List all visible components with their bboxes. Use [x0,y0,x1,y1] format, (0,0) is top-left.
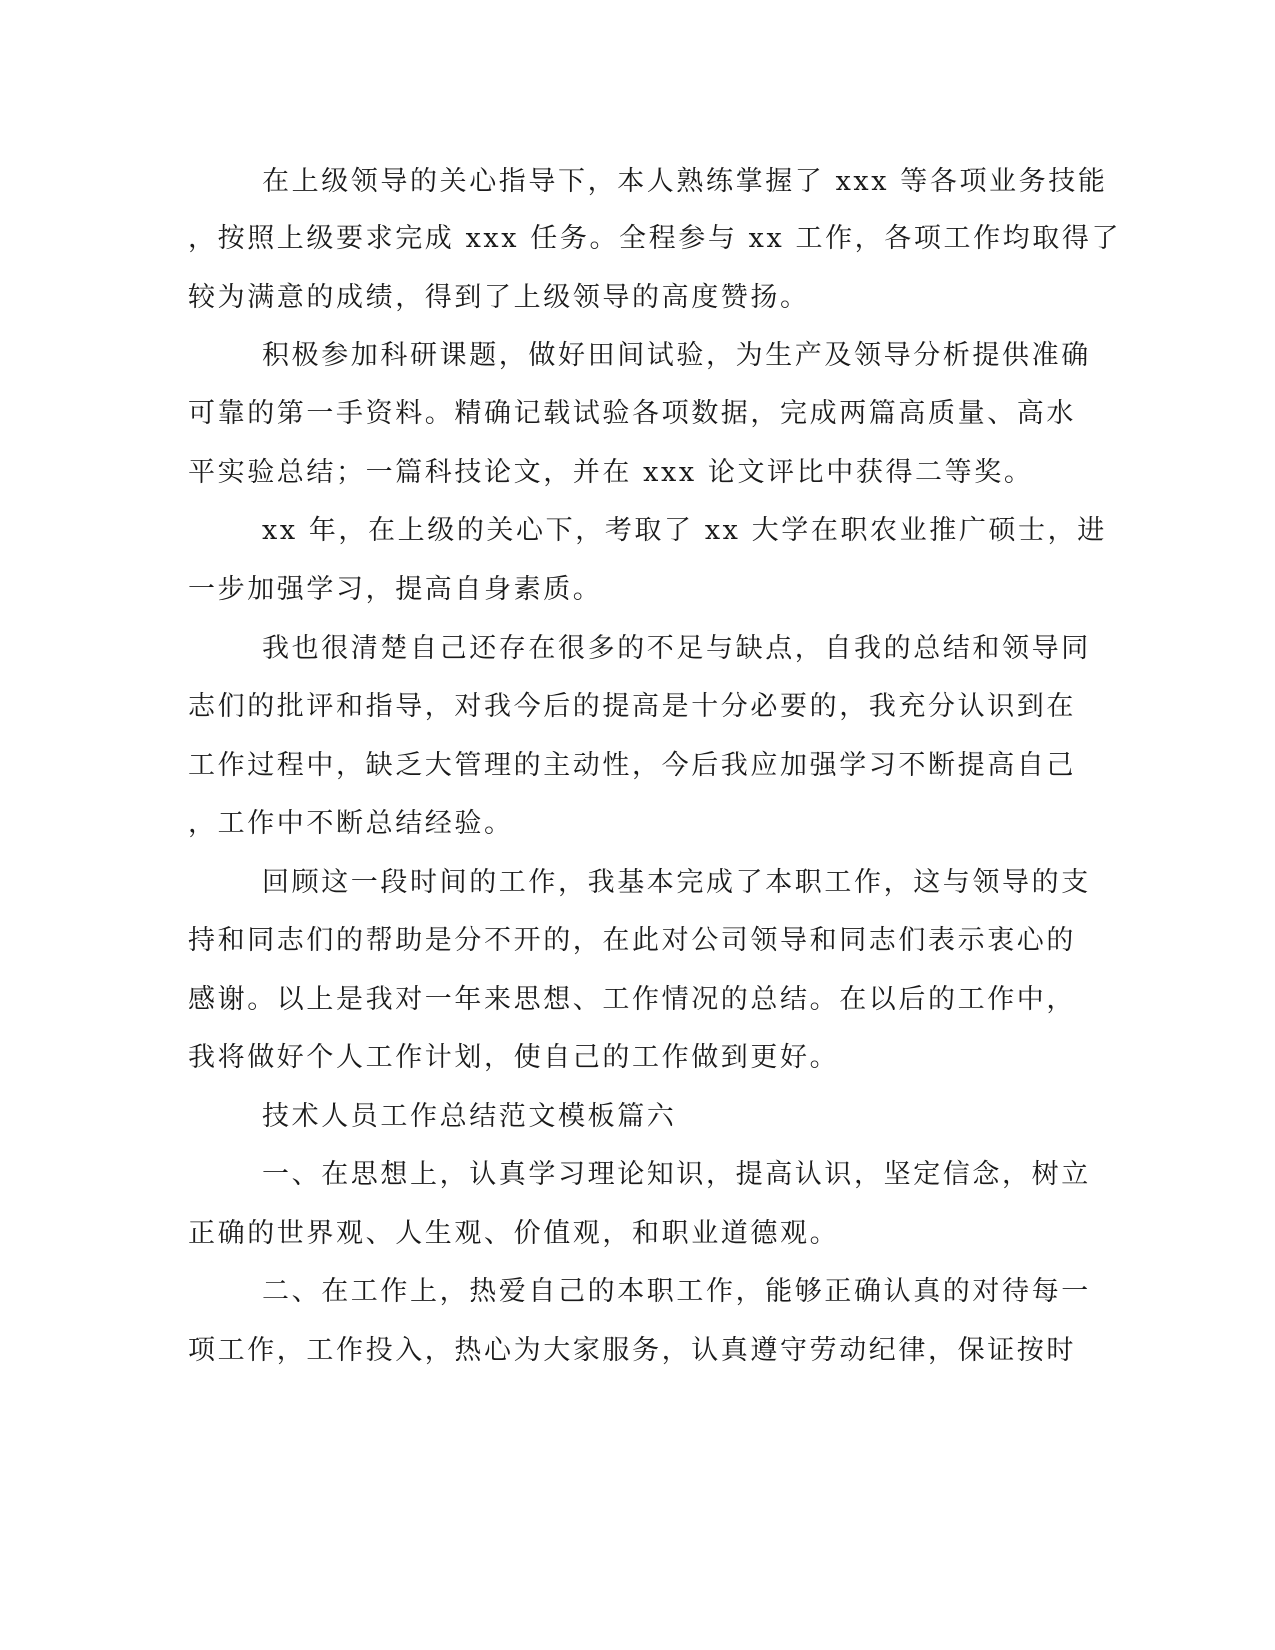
paragraph-3-line-1: xx 年，在上级的关心下，考取了 xx 大学在职农业推广硕士，进 [262,515,1107,546]
paragraph-1-line-3: 较为满意的成绩，得到了上级领导的高度赞扬。 [188,282,810,313]
paragraph-5-line-1: 回顾这一段时间的工作，我基本完成了本职工作，这与领导的支 [262,867,1091,898]
paragraph-2-line-3: 平实验总结；一篇科技论文，并在 xxx 论文评比中获得二等奖。 [188,457,1034,488]
paragraph-5-line-3: 感谢。以上是我对一年来思想、工作情况的总结。在以后的工作中， [188,984,1076,1015]
paragraph-6-line-2: 正确的世界观、人生观、价值观，和职业道德观。 [188,1218,840,1249]
paragraph-1-line-2: ，按照上级要求完成 xxx 任务。全程参与 xx 工作，各项工作均取得了 [188,223,1122,254]
paragraph-4-line-4: ，工作中不断总结经验。 [188,808,514,839]
paragraph-5-line-2: 持和同志们的帮助是分不开的，在此对公司领导和同志们表示衷心的 [188,925,1076,956]
paragraph-2-line-2: 可靠的第一手资料。精确记载试验各项数据，完成两篇高质量、高水 [188,398,1076,429]
paragraph-2-line-1: 积极参加科研课题，做好田间试验，为生产及领导分析提供准确 [262,340,1091,371]
section-heading: 技术人员工作总结范文模板篇六 [262,1101,677,1132]
paragraph-7-line-1: 二、在工作上，热爱自己的本职工作，能够正确认真的对待每一 [262,1276,1091,1307]
paragraph-6-line-1: 一、在思想上，认真学习理论知识，提高认识，坚定信念，树立 [262,1159,1091,1190]
paragraph-4-line-2: 志们的批评和指导，对我今后的提高是十分必要的，我充分认识到在 [188,691,1076,722]
paragraph-1-line-1: 在上级领导的关心指导下，本人熟练掌握了 xxx 等各项业务技能 [262,166,1108,197]
paragraph-4-line-1: 我也很清楚自己还存在很多的不足与缺点，自我的总结和领导同 [262,633,1091,664]
paragraph-3-line-2: 一步加强学习，提高自身素质。 [188,574,603,605]
paragraph-5-line-4: 我将做好个人工作计划，使自己的工作做到更好。 [188,1042,840,1073]
paragraph-7-line-2: 项工作，工作投入，热心为大家服务，认真遵守劳动纪律，保证按时 [188,1335,1076,1366]
paragraph-4-line-3: 工作过程中，缺乏大管理的主动性，今后我应加强学习不断提高自己 [188,750,1076,781]
